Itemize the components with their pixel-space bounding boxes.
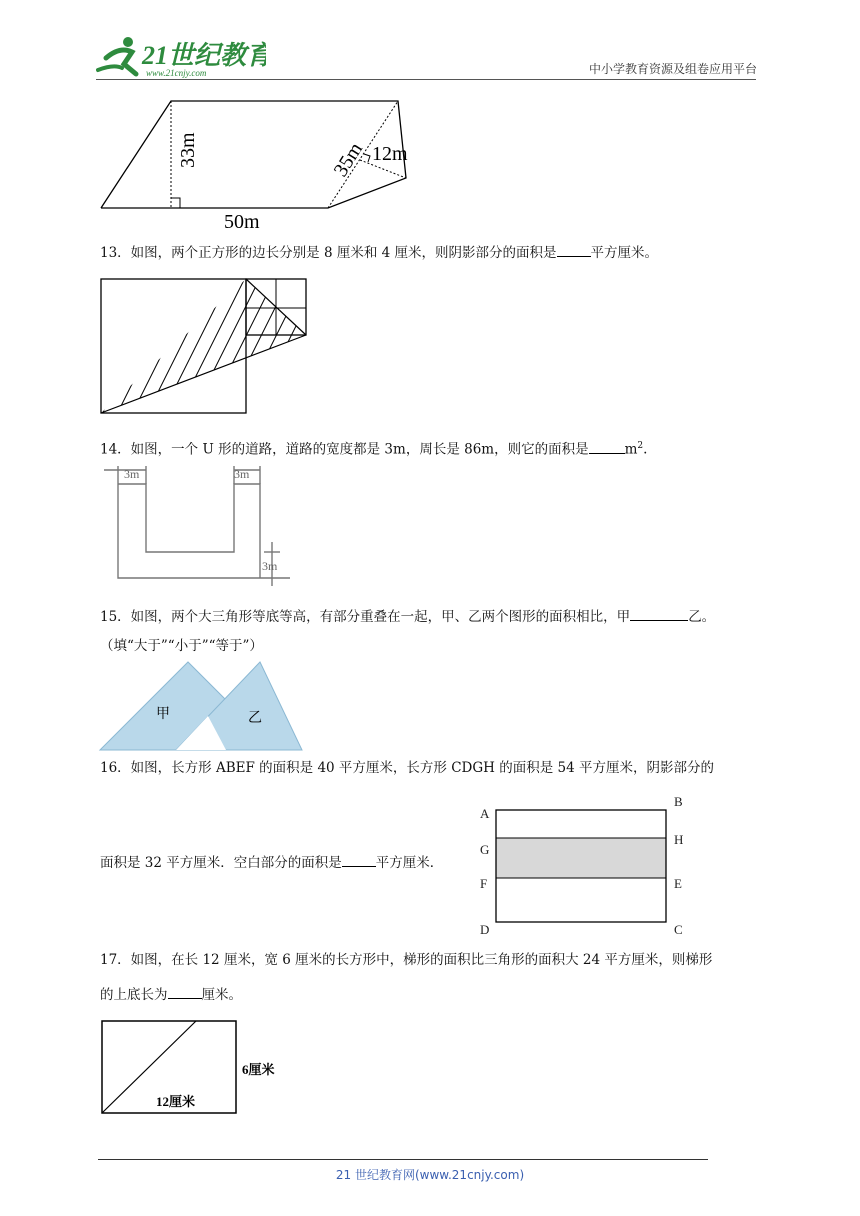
length-label: 12厘米 <box>156 1094 196 1109</box>
point-a-label: A <box>480 806 490 821</box>
figure-16 <box>476 790 696 938</box>
perpendicular-label: 12m <box>372 143 408 165</box>
figure-14 <box>100 462 290 586</box>
question-16-line2 <box>100 852 443 873</box>
question-15-end: 乙。 <box>688 609 716 625</box>
answer-blank-14[interactable] <box>589 439 625 454</box>
road-width-bottom-label: 3m <box>262 559 278 573</box>
point-d-label: D <box>480 922 490 937</box>
question-17-text: 的上底长为 <box>100 987 168 1003</box>
question-16-unit: 平方厘米． <box>375 855 444 871</box>
question-14-end: . <box>643 441 648 458</box>
question-16-line1: 16．如图，长方形 ABEF 的面积是 40 平方厘米，长方形 CDGH 的面积是 54 平方厘米，阴影部分的 <box>100 760 714 776</box>
question-13-text: 13．如图，两个正方形的边长分别是 8 厘米和 4 厘米，则阴影部分的面积是 <box>100 245 557 261</box>
question-17-line2 <box>100 984 242 1005</box>
question-17-line1: 17．如图，在长 12 厘米，宽 6 厘米的长方形中，梯形的面积比三角形的面积大 24 平方厘米，则梯形 <box>100 952 713 968</box>
question-15 <box>100 606 715 627</box>
question-14-unit-exponent: 2 <box>637 441 644 451</box>
point-f-label: F <box>480 876 488 891</box>
footer-text: 21 世纪教育网(www.21cnjy.com) <box>335 1168 525 1182</box>
logo-title: 21世纪教育 <box>142 41 266 70</box>
base-label: 50m <box>224 211 260 233</box>
question-14-unit: m <box>624 441 638 458</box>
point-h-label: H <box>674 832 684 847</box>
width-label: 6厘米 <box>242 1062 275 1077</box>
triangle-yi-label: 乙 <box>248 711 262 726</box>
point-e-label: E <box>674 876 682 891</box>
site-logo <box>96 34 266 80</box>
answer-blank-15[interactable] <box>630 606 688 621</box>
point-g-label: G <box>480 842 490 857</box>
slant-label: 35m <box>329 138 368 181</box>
point-b-label: B <box>674 794 683 809</box>
logo-subtitle: www.21cnjy.com <box>146 68 207 78</box>
question-14 <box>100 436 647 460</box>
triangle-jia-label: 甲 <box>156 707 170 722</box>
header-divider <box>96 79 756 80</box>
platform-name: 中小学教育资源及组卷应用平台 <box>588 62 757 76</box>
figure-17 <box>100 1018 290 1118</box>
question-17-unit: 厘米。 <box>201 987 242 1003</box>
figure-12 <box>98 96 428 236</box>
point-c-label: C <box>674 922 683 937</box>
question-13 <box>100 242 658 263</box>
runner-logo-icon <box>98 37 136 74</box>
question-15-text: 15．如图，两个大三角形等底等高，有部分重叠在一起，甲、乙两个图形的面积相比，甲 <box>100 609 631 625</box>
road-width-left-label: 3m <box>124 467 140 481</box>
footer-divider <box>98 1159 708 1160</box>
figure-13 <box>100 278 310 416</box>
answer-blank-16[interactable] <box>342 852 376 867</box>
road-width-right-label: 3m <box>234 467 250 481</box>
question-15-hint: （填“大于”“小于”“等于”） <box>100 638 263 654</box>
question-13-unit: 平方厘米。 <box>590 245 659 261</box>
question-14-text: 14．如图，一个 U 形的道路，道路的宽度都是 3m，周长是 86m，则它的面积是 <box>100 441 589 458</box>
answer-blank-13[interactable] <box>557 242 591 257</box>
question-16-text: 面积是 32 平方厘米．空白部分的面积是 <box>100 855 342 871</box>
answer-blank-17[interactable] <box>168 984 202 999</box>
figure-15 <box>98 660 306 752</box>
height-label: 33m <box>177 132 199 168</box>
